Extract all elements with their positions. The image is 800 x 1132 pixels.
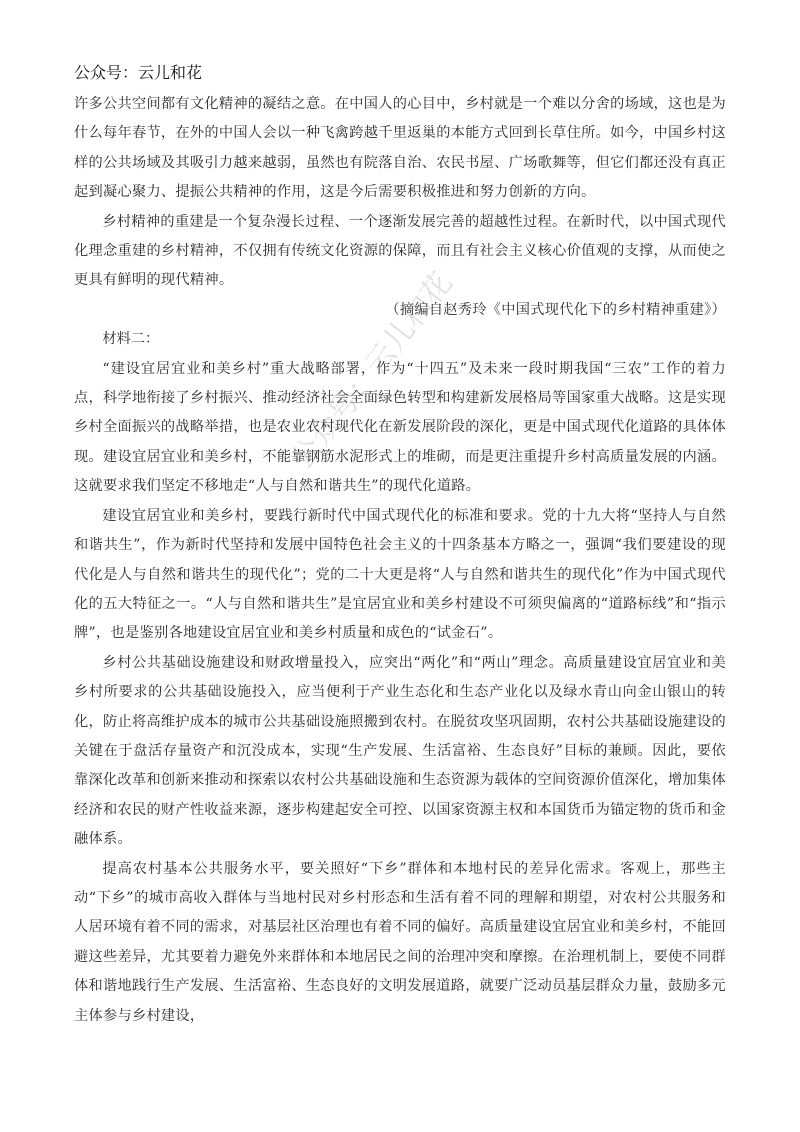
paragraph: 提高农村基本公共服务水平，要关照好“下乡”群体和本地村民的差异化需求。客观上，那些主动“下乡”的城市高收入群体与当地村民对乡村形态和生活有着不同的理解和期望，对农村公共服务和人居环境有着不同的需求，对基层社区治理也有着不同的偏好。高质量建设宜居宜业和美乡村，不能回避这些差异，尤其要着力避免外来群体和本地居民之间的治理冲突和摩擦。在治理机制上，要使不同群体和谐地践行生产发展、生活富裕、生态良好的文明发展道路，就要广泛动员基层群众力量，鼓励多元主体参与乡村建设， (74, 860, 726, 1024)
material-label: 材料二： (102, 331, 160, 348)
paragraph: 乡村精神的重建是一个复杂漫长过程、一个逐渐发展完善的超越性过程。在新时代，以中国式现代化理念重建的乡村精神，不仅拥有传统文化资源的保障，而且有社会主义核心价值观的支撑，从而使之更具有鲜明的现代精神。 (74, 213, 726, 289)
watermark: 公众号：云儿和花 (284, 265, 460, 477)
paragraph: 乡村公共基础设施建设和财政增量投入，应突出“两化”和“两山”理念。高质量建设宜居宜业和美乡村所要求的公共基础设施投入，应当便利于产业生态化和生态产业化以及绿水青山向金山银山的转化，防止将高维护成本的城市公共基础设施照搬到农村。在脱贫攻坚巩固期，农村公共基础设施建设的关键在于盘活存量资产和沉没成本，实现“生产发展、生活富裕、生态良好”目标的兼顾。因此，要依靠深化改革和创新来推动和探索以农村公共基础设施和生态资源为载体的空间资源价值深化，增加集体经济和农民的财产性收益来源，逐步构建起安全可控、以国家资源主权和本国货币为锚定物的货币和金融体系。 (74, 654, 726, 848)
article-body (74, 90, 726, 1031)
paragraph: 许多公共空间都有文化精神的凝结之意。在中国人的心目中，乡村就是一个难以分舍的场域，这也是为什么每年春节，在外的中国人会以一种飞禽跨越千里返巢的本能方式回到长草住所。如今，中国乡村这样的公共场域及其吸引力越来越弱，虽然也有院落自治、农民书屋、广场歌舞等，但它们都还没有真正起到凝心聚力、提振公共精神的作用，这是今后需要积极推进和努力创新的方向。 (74, 96, 726, 201)
paragraph: 建设宜居宜业和美乡村，要践行新时代中国式现代化的标准和要求。党的十九大将“坚持人与自然和谐共生”，作为新时代坚持和发展中国特色社会主义的十四条基本方略之一，强调“我们要建设的现代化是人与自然和谐共生的现代化”；党的二十大更是将“人与自然和谐共生的现代化”作为中国式现代化的五大特征之一。“人与自然和谐共生”是宜居宜业和美乡村建设不可须臾偏离的“道路标线”和“指示牌”，也是鉴别各地建设宜居宜业和美乡村质量和成色的“试金石”。 (74, 507, 726, 642)
page-header: 公众号：云儿和花 (74, 63, 203, 82)
paragraph: “建设宜居宜业和美乡村”重大战略部署，作为“十四五”及未来一段时期我国“三农”工作的着力点，科学地衔接了乡村振兴、推动经济社会全面绿色转型和构建新发展格局等国家重大战略。这是实现乡村全面振兴的战略举措，也是农业农村现代化在新发展阶段的深化，更是中国式现代化道路的具体体现。建设宜居宜业和美乡村，不能靠钢筋水泥形式上的堆砌，而是更注重提升乡村高质量发展的内涵。这就要求我们坚定不移地走“人与自然和谐共生”的现代化道路。 (74, 360, 726, 495)
source-citation: （摘编自赵秀玲《中国式现代化下的乡村精神重建》） (385, 301, 726, 318)
